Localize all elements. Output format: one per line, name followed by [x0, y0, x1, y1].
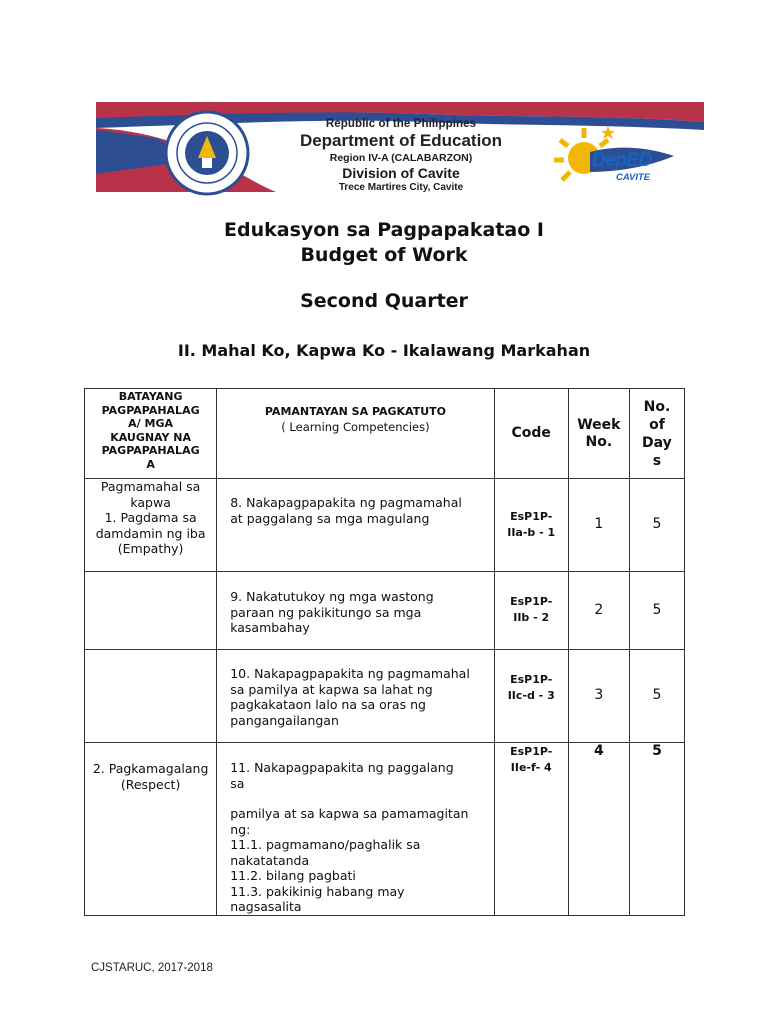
competency-cell: [217, 479, 494, 572]
section-subtitle: II. Mahal Ko, Kapwa Ko - Ikalawang Markahan: [177, 341, 591, 360]
value-cell: [85, 572, 217, 650]
competency-cell: [217, 743, 494, 916]
competency-line: at paggalang sa mga magulang: [230, 510, 430, 526]
header-week-line: Week: [577, 416, 621, 433]
week-cell: 4: [568, 743, 629, 916]
header-days-line: Day: [642, 434, 672, 451]
department-label: Department of Education: [299, 131, 503, 150]
header-values-line: BATAYANG: [118, 390, 183, 403]
competency-line: sa pamilya at kapwa sa lahat ng: [230, 681, 433, 697]
deped-logo-subtext: CAVITE: [616, 172, 651, 183]
header-week: [568, 389, 629, 479]
title-line-2: Budget of Work: [300, 244, 468, 266]
header-values-line: PAGPAPAHALAG: [101, 403, 200, 417]
region-label: Region IV-A (CALABARZON): [329, 152, 473, 164]
competency-line: 11.3. pakikinig habang may: [230, 883, 405, 899]
value-cell: [85, 743, 217, 916]
header-code: Code: [494, 389, 568, 479]
table-header-row: [85, 389, 685, 479]
days-cell: 5: [629, 743, 684, 916]
header-week-line: No.: [585, 433, 613, 450]
value-line: (Respect): [120, 776, 181, 792]
header-days: [629, 389, 684, 479]
week-cell: 1: [568, 479, 629, 572]
days-cell: 5: [629, 650, 684, 743]
week-cell: 3: [568, 650, 629, 743]
header-banner: [96, 100, 704, 192]
value-cell: [85, 479, 217, 572]
division-label: Division of Cavite: [342, 165, 460, 181]
table-row: [85, 479, 685, 572]
competency-line: 10. Nakapagpapakita ng pagmamahal: [230, 666, 470, 681]
competency-line: nakatatanda: [230, 852, 310, 868]
footer-credit: CJSTARUC, 2017-2018: [91, 962, 213, 974]
banner-text: [266, 118, 536, 193]
table-row: [85, 572, 685, 650]
competency-line: pagkakataon lalo na sa oras ng: [230, 697, 426, 712]
header-competencies-sub: ( Learning Competencies): [281, 419, 430, 434]
competency-line: 9. Nakatutukoy ng mga wastong: [230, 589, 434, 604]
deped-logo-text: DepED: [592, 150, 652, 171]
table-row: [85, 650, 685, 743]
code-line: EsP1P-: [510, 673, 553, 686]
value-line: 2. Pagkamagalang: [92, 761, 209, 776]
republic-label: Republic of the Philippines: [325, 118, 477, 130]
competency-cell: [217, 650, 494, 743]
competency-line: ng:: [230, 821, 251, 837]
competency-spacer: [230, 791, 489, 806]
table-row: [85, 743, 685, 916]
days-cell: 5: [629, 479, 684, 572]
competency-line: kasambahay: [230, 620, 310, 635]
code-cell: [494, 650, 568, 743]
value-cell: [85, 650, 217, 743]
competency-line: pamilya at sa kapwa sa pamamagitan: [230, 806, 469, 821]
header-days-line: No.: [643, 398, 671, 415]
code-cell: [494, 743, 568, 916]
budget-of-work-table: [84, 388, 685, 916]
competency-line: 11.1. pagmamano/paghalik sa: [230, 837, 421, 852]
value-line: Pagmamahal sa: [100, 479, 201, 494]
quarter-heading: Second Quarter: [300, 290, 468, 312]
competency-line: 8. Nakapagpapakita ng pagmamahal: [230, 495, 462, 510]
value-line: kapwa: [130, 494, 171, 510]
header-competencies-main: PAMANTAYAN SA PAGKATUTO: [264, 405, 447, 418]
header-days-line: of: [649, 416, 665, 433]
code-line: EsP1P-: [510, 745, 553, 758]
header-values-line: A/ MGA: [128, 417, 174, 430]
competency-line: 11. Nakapagpapakita ng paggalang: [230, 760, 454, 775]
header-days-line: s: [652, 452, 662, 469]
value-line: damdamin ng iba: [95, 525, 206, 541]
header-values-line: A: [146, 457, 155, 471]
document-title: [0, 218, 768, 268]
competency-cell: [217, 572, 494, 650]
competency-line: nagsasalita: [230, 899, 302, 914]
code-cell: [494, 572, 568, 650]
header-values-line: KAUGNAY NA: [110, 430, 192, 444]
days-cell: 5: [629, 572, 684, 650]
header-values: [85, 389, 217, 479]
competency-line: paraan ng pakikitungo sa mga: [230, 604, 422, 620]
code-cell: [494, 479, 568, 572]
header-values-line: PAGPAPAHALAG: [101, 444, 200, 457]
title-line-1: Edukasyon sa Pagpapakatao I: [224, 219, 544, 241]
competency-line: 11.2. bilang pagbati: [230, 868, 356, 883]
deped-seal-icon: [164, 110, 250, 196]
code-line: IIb - 2: [513, 611, 550, 624]
header-competencies: [217, 389, 494, 479]
value-line: (Empathy): [117, 541, 184, 556]
competency-line: sa: [230, 775, 245, 791]
city-label: Trece Martires City, Cavite: [338, 182, 464, 193]
code-line: EsP1P-: [510, 595, 553, 608]
code-line: EsP1P-: [510, 510, 553, 523]
week-cell: 2: [568, 572, 629, 650]
code-line: IIa-b - 1: [507, 526, 556, 539]
value-line: 1. Pagdama sa: [104, 510, 197, 525]
code-line: IIc-d - 3: [507, 689, 555, 702]
competency-line: pangangailangan: [230, 712, 339, 728]
code-line: IIe-f- 4: [510, 761, 552, 774]
